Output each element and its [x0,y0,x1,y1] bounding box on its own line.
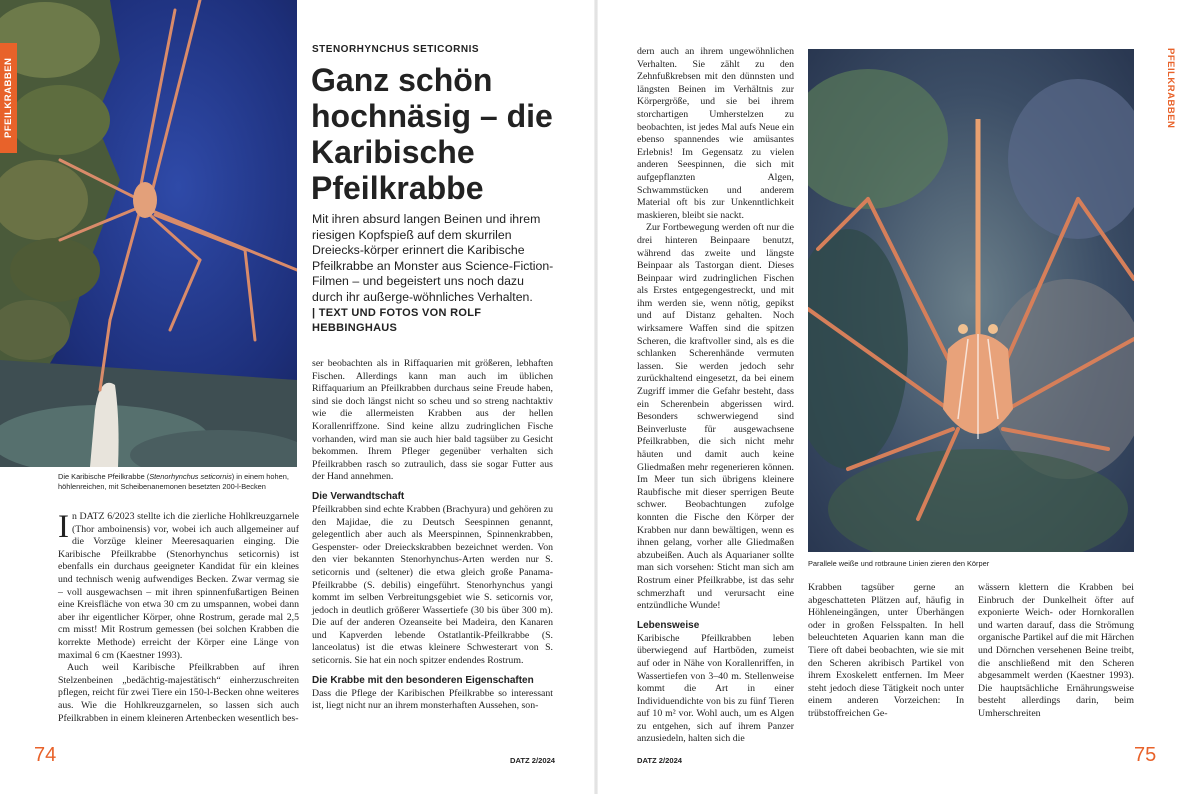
lead-paragraph [312,212,554,337]
paragraph: Krabben tagsüber gerne an abgeschatteten Plätzen auf, häufig in Höhleneingängen, unter Überhängen oder in großen Felsspalten. In hell beleuchteten Aquarien kann man die Tiere oft dabei beobachten, wie sie mit den Scheren akribisch Partikel von ihrem Exoskelett entfernen. Im Meer steht jedoch diese Tätigkeit noch unter einem anderen Vorzeichen: In trübstoffreichen Ge- [808,582,964,719]
section-tab-right: PFEILKRABBEN [1165,48,1176,129]
page-number-right: 75 [1134,744,1157,766]
left-photo-caption [58,472,298,492]
right-crab-photo [808,49,1134,552]
text-column-1 [58,511,299,725]
paragraph: Auch weil Karibische Pfeilkrabben auf ihren Stelzenbeinen „bedächtig-majestätisch“ einherzuschreiten pflegen, reicht für zwei Tiere ein 150-l-Becken ohne weiteres aus. Wie die Hohlkreuzgarnelen, so lassen sich auch Pfeilkrabben in einem kleineren Artenbecken wesentlich bes- [58,662,299,724]
footer-right: DATZ 2/2024 [637,756,683,765]
right-photo-caption: Parallele weiße und rotbraune Linien zieren den Körper [808,559,990,568]
caption-species: Stenorhynchus seticornis [149,472,232,481]
drop-cap: I [58,509,69,545]
text-column-2 [312,358,553,713]
subheading: Lebensweise [637,619,700,631]
kicker: STENORHYNCHUS SETICORNIS [312,44,480,55]
caption-text: Die Karibische Pfeilkrabbe ( [58,472,150,481]
caption-text: ) in einem hohen, höhlenreichen, mit Scheibenanemonen besetzten 200-l-Becken [58,472,289,491]
paragraph: dern auch an ihrem ungewöhnlichen Verhalten. Sie zählt zu den Zehnfußkrebsen mit den dünnsten und längsten Beinen im Verhältnis zur Körpergröße, und sie bei ihrem storchartigen Umherstelzen zu beobachten, ist jedes Mal aufs Neue ein ebenso spannendes wie amüsantes Erlebnis! Im Gegensatz zu vielen anderen Seespinnen, die sich mit aufgepflanzten Algen, Schwammstücken und anderem Material oft bis zur Unkenntlichkeit maskieren, bleibt sie nackt. [637,46,794,221]
paragraph: Dass die Pflege der Karibischen Pfeilkrabbe so interessant ist, liegt nicht nur an ihrem monsterhaften Aussehen, son- [312,687,553,712]
paragraph: Karibische Pfeilkrabben leben überwiegend auf Hartböden, zumeist auf oder in Nähe von Korallenriffen, in Wassertiefen von 3–40 m. Stellenweise kommt die Art in einer Individuendichte von bis zu fünf Tieren auf 10 m² vor. Wohl auch, um es Algen zu entgehen, sich auf ihrem Panzer anzusiedeln, halten sich die [637,632,794,745]
text-column-5 [978,582,1134,721]
text-column-4 [808,582,964,721]
text-column-3 [637,46,794,746]
section-tab-label: PFEILKRABBEN [3,57,14,139]
paragraph: wässern klettern die Krabben bei Einbruch der Dunkelheit öfter auf exponierte Weich- oder Hornkorallen und warten darauf, dass die Strömung organische Partikel auf die mit Härchen und Dörnchen versehenen Beine treibt, die anschließend mit den Scheren abgesammelt werden (Kaestner 1993). Die hauptsächliche Ernährungsweise besteht allerdings darin, beim Umherschreiten [978,582,1134,719]
subheading: Die Verwandtschaft [312,490,405,502]
page-number-left: 74 [34,744,57,766]
paragraph: Pfeilkrabben sind echte Krabben (Brachyura) und gehören zu den Majidae, die zu Deutsch Seespinnen genannt, gelegentlich aber auch als Meerspinnen, Spinnenkrabben, Gespenster- oder Dreieckskrabben bezeichnet werden. Von den vier bekannten Stenorhynchus-Arten werden nur S. seticornis und (seltener) die etwa gleich große Panama-Pfeilkrabbe (S. debilis) eingeführt. Stenorhynchus yangi kommt im selben Verbreitungsgebiet wie S. seticornis vor, jedoch in deutlich größerer Wassertiefe (30 bis über 300 m). Die auf der anderen Ozeanseite bei Madeira, den Kanaren und Kapverden lebende Ostatlantik-Pfeilkrabbe (S. lanceolatus) ist die etwas kleinere Schwesterart von S. seticornis. Sie hat ein noch spitzer endendes Rostrum. [312,503,553,667]
section-tab-left [0,43,17,153]
byline: | TEXT UND FOTOS VON ROLF HEBBINGHAUS [312,306,482,335]
footer-left: DATZ 2/2024 [510,756,556,765]
arrow-crab-photo [0,0,297,467]
paragraph: Zur Fortbewegung werden oft nur die drei hinteren Beinpaare benutzt, während das zweite und längste Beinpaar als Tastorgan dient. Dieses Beinpaar wird zudringlichen Fischen als Erstes entgegengestreckt, und mit ihm werden sie, wenn nötig, gepikst und auf Distanz gehalten. Noch wirksamere Waffen sind die spitzen Scheren, die kraftvoller sind, als es die schlanken Scherenhände vermuten lassen. Sie werden jedoch sehr zurückhaltend eingesetzt, da bei einem Zugriff immer die Gefahr besteht, dass ein Scherenbein abgerissen wird. Besonders schwerwiegend sind Beinverluste für ausgewachsene Pfeilkrabben, die sich nicht mehr häuten und damit auch keine Gliedmaßen mehr regenerieren können. Im Meer tun sich übrigens kleinere Raubfische mit dieser sperrigen Beute schwer. Beobachtungen zufolge konnten die Fische den Körper der Krabben nur dann bewältigen, wenn es ihnen gelang, vorher alle Gliedmaßen abzubeißen. Auch als Aquarianer sollte man sich vorsehen: Sticht man sich am Rostrum einer Pfeilkrabbe, ist das sehr schmerzhaft und verursacht eine entzündliche Wunde! [637,222,794,612]
lead-text: Mit ihren absurd langen Beinen und ihrem riesigen Kopfspieß auf dem skurrilen Dreiecks-körper erinnert die Karibische Pfeilkrabbe an Monster aus Science-Fiction-Filmen – und begeistert uns noch dazu durch ihr außerge-wöhnliches Verhalten. [312,212,554,304]
left-crab-photo [0,0,297,467]
paragraph: ser beobachten als in Riffaquarien mit größeren, lebhaften Fischen. Allerdings kann man auch im üblichen Riffaquarium an Pfeilkrabben durchaus seine Freude haben, sind sie doch längst nicht so scheu und so streng nachtaktiv wie die allermeisten Krabben aus der hellen Korallenriffzone. Sind keine allzu zudringlichen Fische vorhanden, wird man sie auch hier bald tagsüber zu Gesicht bekommen. Ihrem Pfleger gegenüber verhalten sich Pfeilkrabben rasch so zutraulich, dass sie sogar Futter aus der Hand annehmen. [312,358,553,483]
subheading: Die Krabbe mit den besonderen Eigenschaften [312,674,534,686]
arrow-crab-closeup-photo [808,49,1134,552]
article-title: Ganz schön hochnäsig – die Karibische Pfeilkrabbe [311,62,553,206]
page-gutter [594,0,598,794]
paragraph: n DATZ 6/2023 stellte ich die zierliche Hohlkreuzgarnele (Thor amboinensis) vor, wobei ich auch allgemeiner auf die Vorzüge kleiner Meeresaquarien einging. Die Karibische Pfeilkrabbe (Stenorhynchus seticornis) ist ebenfalls ein durchaus geeigneter Kandidat für ein kleines und technisch wenig aufwendiges Becken. Zwar vermag sie – voll ausgewachsen – mit ihren spinnenfußartigen Beinen eine Kreisfläche von etwa 30 cm zu umspannen, wobei dann aber ihr eigentlicher Körper, ohne Rostrum, gerade mal 2,5 cm misst! Mit Rostrum gemessen (bei solchen Krabben die korrekte Methode) erreicht der Körper eine Länge von maximal 6 cm (Kaestner 1993). [58,511,299,661]
